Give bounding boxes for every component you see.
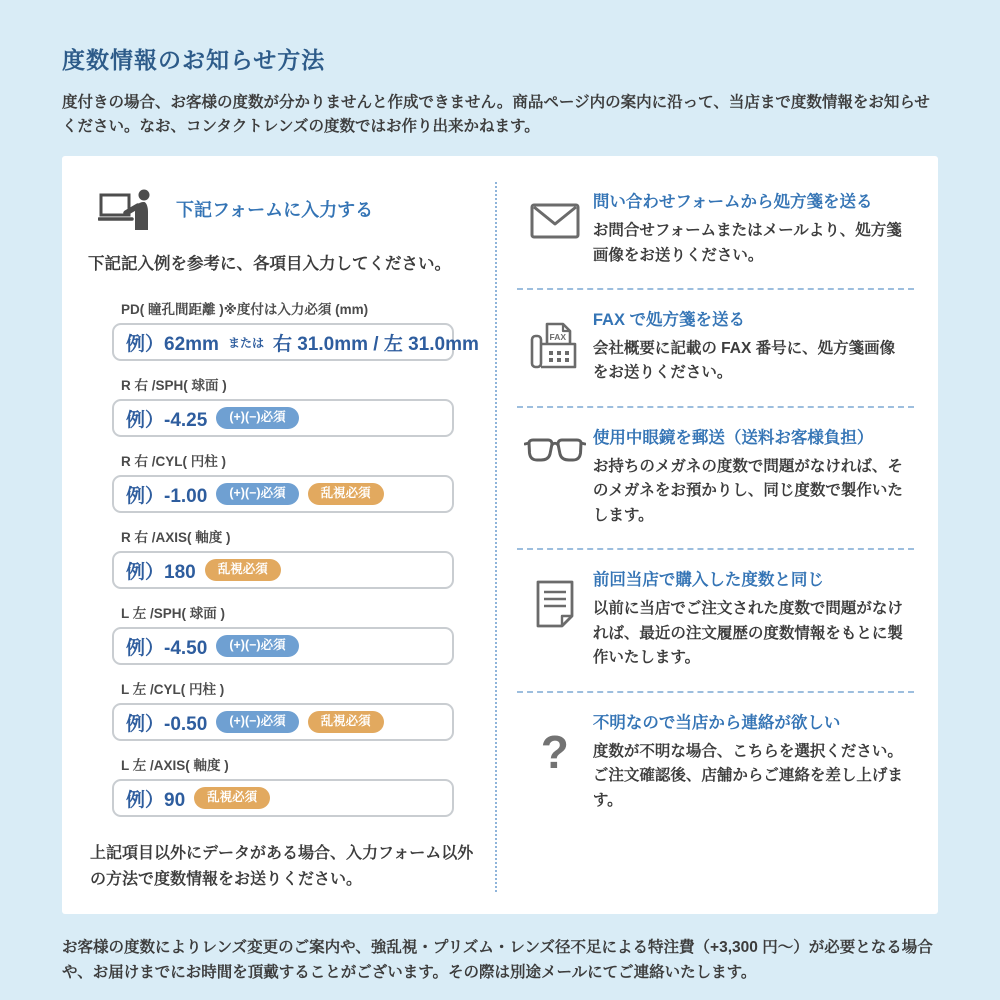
example-value: 例）-4.50 (126, 637, 208, 659)
method-contact-form (517, 182, 914, 290)
page-title: 度数情報のお知らせ方法 (62, 47, 326, 73)
example-value: 例）-1.00 (126, 485, 208, 507)
form-field-l-cyl (112, 678, 454, 741)
example-value: 例）62mm (126, 333, 219, 355)
astigmatism-required-badge: 乱視必須 (194, 787, 270, 809)
example-value: 右 31.0mm / 左 31.0mm (272, 333, 479, 355)
r-sph-example-box (112, 399, 454, 437)
astigmatism-required-badge: 乱視必須 (308, 711, 384, 733)
l-axis-example-box (112, 779, 454, 817)
method-title: 使用中眼鏡を郵送（送料お客様負担） (592, 428, 874, 447)
fax-icon (517, 306, 593, 386)
intro-text: 度付きの場合、お客様の度数が分かりませんと作成できません。商品ページ内の案内に沿って、当店まで度数情報をお知らせください。なお、コンタクトレンズの度数ではお作り出来かねます。 (62, 94, 930, 136)
astigmatism-required-badge: 乱視必須 (308, 483, 384, 505)
method-body: お問合せフォームまたはメールより、処方箋画像をお送りください。 (592, 222, 902, 264)
method-body: 以前に当店でご注文された度数で問題がなければ、最近の注文履歴の度数情報をもとに製作いたします。 (592, 600, 903, 667)
plus-minus-required-badge: (+)(−)必須 (216, 635, 298, 657)
person-at-computer-icon (98, 188, 156, 230)
method-body: 度数が不明な場合、こちらを選択ください。ご注文確認後、店舗からご連絡を差し上げます。 (592, 742, 903, 809)
example-value: 例）90 (126, 789, 186, 811)
method-body: 会社概要に記載の FAX 番号に、処方箋画像をお送りください。 (592, 340, 896, 382)
content-card (62, 156, 938, 914)
example-value: 例）-0.50 (126, 713, 208, 735)
r-axis-example-box (112, 551, 454, 589)
r-cyl-example-box (112, 475, 454, 513)
plus-minus-required-badge: (+)(−)必須 (216, 407, 298, 429)
l-cyl-example-box (112, 703, 454, 741)
method-contact-me (517, 693, 914, 833)
l-sph-example-box (112, 627, 454, 665)
astigmatism-required-badge: 乱視必須 (205, 559, 281, 581)
form-column (88, 182, 497, 892)
example-connector: または (227, 335, 264, 350)
form-field-r-cyl (112, 450, 454, 513)
field-label: R 右 /AXIS( 軸度 ) (121, 530, 231, 546)
form-note: 上記項目以外にデータがある場合、入力フォーム以外の方法で度数情報をお送りください。 (90, 845, 474, 888)
plus-minus-required-badge: (+)(−)必須 (216, 711, 298, 733)
form-field-pd (112, 298, 479, 361)
method-body: お持ちのメガネの度数で問題がなければ、そのメガネをお預かりし、同じ度数で製作いたします。 (592, 457, 903, 524)
form-subheading: 下記記入例を参考に、各項目入力してください。 (88, 255, 451, 274)
footer-note: お客様の度数によりレンズ変更のご案内や、強乱視・プリズム・レンズ径不足による特注費（+3,300 円～）が必要となる場合や、お届けまでにお時間を頂戴することがございます。その際は別途メールにてご連絡いたします。 (62, 939, 933, 982)
question-icon: ? (540, 725, 569, 778)
method-previous-order (517, 550, 914, 692)
method-title: 前回当店で購入した度数と同じ (592, 571, 824, 590)
form-field-l-sph (112, 602, 454, 665)
glasses-icon (517, 424, 593, 528)
example-value: 例）180 (126, 561, 196, 583)
field-label: PD( 瞳孔間距離 )※度付は入力必須 (mm) (121, 302, 369, 318)
field-label: L 左 /CYL( 円柱 ) (121, 682, 225, 698)
form-field-r-axis (112, 526, 454, 589)
svg-text:FAX: FAX (549, 332, 566, 342)
form-example-rows (112, 298, 479, 817)
method-fax (517, 290, 914, 408)
method-mail-glasses (517, 408, 914, 550)
method-title: 問い合わせフォームから処方箋を送る (592, 193, 873, 212)
form-field-r-sph (112, 374, 454, 437)
pd-example-box (112, 323, 479, 361)
example-value: 例）-4.25 (126, 409, 208, 431)
envelope-icon (517, 188, 593, 268)
plus-minus-required-badge: (+)(−)必須 (216, 483, 298, 505)
field-label: R 右 /CYL( 円柱 ) (121, 454, 226, 470)
method-title: FAX で処方箋を送る (592, 311, 746, 329)
form-column-header (98, 188, 481, 230)
methods-column (497, 182, 914, 892)
form-field-l-axis (112, 754, 454, 817)
form-section-heading: 下記フォームに入力する (176, 200, 374, 221)
method-title: 不明なので当店から連絡が欲しい (592, 713, 841, 732)
field-label: L 左 /SPH( 球面 ) (121, 606, 226, 622)
field-label: R 右 /SPH( 球面 ) (121, 378, 227, 394)
field-label: L 左 /AXIS( 軸度 ) (121, 758, 229, 774)
document-icon (517, 566, 593, 670)
